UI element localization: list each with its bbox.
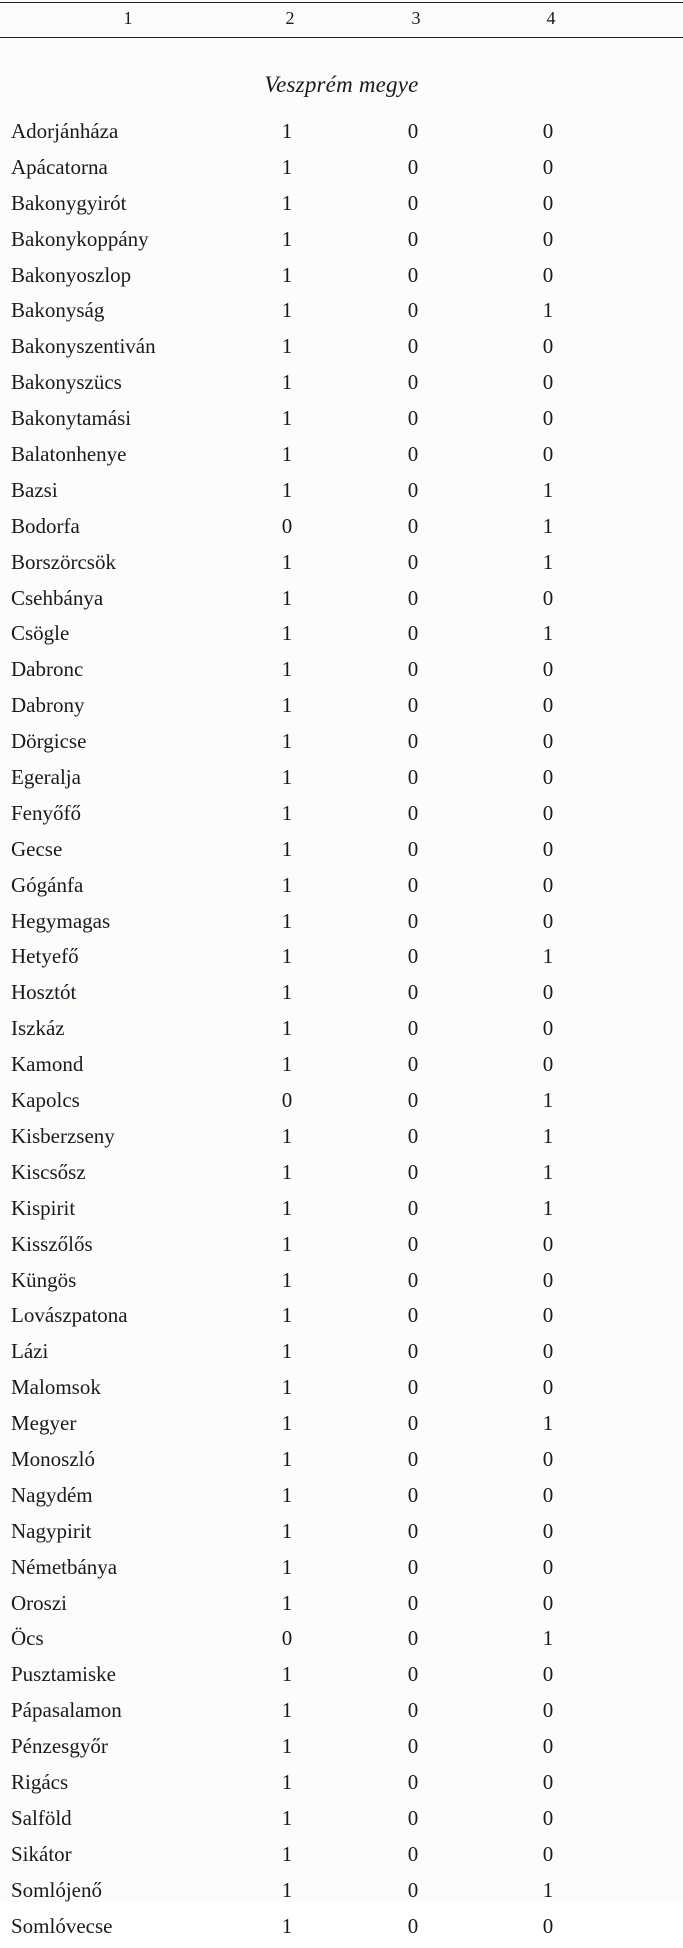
table-row — [0, 1697, 683, 1733]
value-col-3: 0 — [407, 1877, 419, 1902]
value-col-3: 0 — [407, 406, 419, 431]
value-col-4: 0 — [542, 1482, 554, 1507]
county-heading: Veszprém megye — [264, 72, 419, 97]
place-name: Oroszi — [11, 1590, 67, 1615]
place-name: Apácatorna — [11, 154, 108, 179]
place-name: Megyer — [11, 1411, 77, 1436]
place-name: Somlójenő — [11, 1877, 103, 1902]
table-row — [0, 728, 683, 764]
value-col-4: 0 — [542, 1734, 554, 1759]
value-col-2: 1 — [281, 226, 293, 251]
value-col-3: 0 — [407, 1734, 419, 1759]
value-col-2: 1 — [281, 154, 293, 179]
table-row — [0, 1841, 683, 1877]
table-row — [0, 656, 683, 692]
value-col-4: 0 — [542, 1339, 554, 1364]
table-row — [0, 1410, 683, 1446]
value-col-4: 0 — [542, 226, 554, 251]
value-col-3: 0 — [407, 442, 419, 467]
place-name: Németbánya — [11, 1554, 118, 1579]
table-row — [0, 1482, 683, 1518]
value-col-4: 0 — [542, 1303, 554, 1328]
table-row — [0, 405, 683, 441]
value-col-2: 1 — [281, 1052, 293, 1077]
table-row — [0, 800, 683, 836]
value-col-4: 0 — [542, 1698, 554, 1723]
value-col-2: 1 — [281, 1339, 293, 1364]
value-col-2: 1 — [281, 1913, 293, 1938]
value-col-2: 1 — [281, 729, 293, 754]
place-name: Bodorfa — [11, 513, 80, 538]
value-col-3: 0 — [407, 334, 419, 359]
value-col-3: 0 — [407, 621, 419, 646]
table-row — [0, 441, 683, 477]
table-row — [0, 1733, 683, 1769]
value-col-3: 0 — [407, 154, 419, 179]
place-name: Hegymagas — [11, 908, 111, 933]
table-row — [0, 262, 683, 298]
value-col-2: 1 — [281, 477, 293, 502]
value-col-2: 1 — [281, 1016, 293, 1041]
table-row — [0, 369, 683, 405]
value-col-4: 0 — [542, 119, 554, 143]
value-col-2: 1 — [281, 406, 293, 431]
value-col-3: 0 — [407, 765, 419, 790]
value-col-3: 0 — [407, 1805, 419, 1830]
value-col-4: 0 — [542, 154, 554, 179]
value-col-3: 0 — [407, 1518, 419, 1543]
table-row — [0, 1338, 683, 1374]
value-col-4: 0 — [542, 1805, 554, 1830]
value-col-2: 1 — [281, 1195, 293, 1220]
value-col-2: 1 — [281, 1518, 293, 1543]
value-col-2: 1 — [281, 872, 293, 897]
value-col-3: 0 — [407, 1411, 419, 1436]
place-name: Hosztót — [11, 980, 77, 1005]
table-row — [0, 1625, 683, 1661]
value-col-2: 1 — [281, 262, 293, 287]
value-col-2: 1 — [281, 1231, 293, 1256]
place-name: Lovászpatona — [11, 1303, 128, 1328]
place-name: Bakonykoppány — [11, 226, 149, 251]
value-col-3: 0 — [407, 836, 419, 861]
value-col-3: 0 — [407, 729, 419, 754]
place-name: Lázi — [11, 1339, 49, 1364]
value-col-4: 0 — [542, 729, 554, 754]
value-col-2: 1 — [281, 980, 293, 1005]
value-col-3: 0 — [407, 513, 419, 538]
value-col-4: 1 — [542, 621, 554, 646]
value-col-2: 1 — [281, 190, 293, 215]
value-col-3: 0 — [407, 549, 419, 574]
value-col-4: 0 — [542, 334, 554, 359]
value-col-4: 0 — [542, 370, 554, 395]
place-name: Pénzesgyőr — [11, 1734, 108, 1759]
value-col-2: 1 — [281, 1267, 293, 1292]
table-row — [0, 477, 683, 513]
value-col-4: 0 — [542, 1518, 554, 1543]
place-name: Bakonyoszlop — [11, 262, 132, 287]
place-name: Sikátor — [11, 1841, 72, 1866]
place-name: Egeralja — [11, 765, 81, 790]
table-row — [0, 1805, 683, 1841]
value-col-3: 0 — [407, 1375, 419, 1400]
table-row — [0, 1374, 683, 1410]
value-col-3: 0 — [407, 1231, 419, 1256]
column-header-3: 3 — [411, 8, 421, 28]
value-col-3: 0 — [407, 1554, 419, 1579]
value-col-3: 0 — [407, 872, 419, 897]
value-col-3: 0 — [407, 370, 419, 395]
table-row — [0, 1769, 683, 1805]
value-col-3: 0 — [407, 1841, 419, 1866]
table-row — [0, 1590, 683, 1626]
value-col-2: 1 — [281, 908, 293, 933]
value-col-3: 0 — [407, 1590, 419, 1615]
value-col-3: 0 — [407, 585, 419, 610]
value-col-4: 0 — [542, 1231, 554, 1256]
value-col-2: 1 — [281, 1734, 293, 1759]
value-col-2: 1 — [281, 1805, 293, 1830]
value-col-3: 0 — [407, 1016, 419, 1041]
table-row — [0, 549, 683, 585]
table-row — [0, 979, 683, 1015]
place-name: Öcs — [11, 1626, 44, 1651]
table-row — [0, 190, 683, 226]
value-col-3: 0 — [407, 908, 419, 933]
place-name: Csögle — [11, 621, 70, 646]
place-name: Dabronc — [11, 657, 84, 682]
value-col-4: 1 — [542, 944, 554, 969]
place-name: Kisberzseny — [11, 1123, 115, 1148]
value-col-3: 0 — [407, 693, 419, 718]
value-col-4: 0 — [542, 1446, 554, 1471]
place-name: Malomsok — [11, 1375, 101, 1400]
top-rule — [0, 2, 683, 3]
value-col-3: 0 — [407, 1123, 419, 1148]
value-col-2: 1 — [281, 1698, 293, 1723]
value-col-2: 1 — [281, 800, 293, 825]
value-col-3: 0 — [407, 1088, 419, 1113]
table-row — [0, 1123, 683, 1159]
value-col-4: 0 — [542, 262, 554, 287]
column-header-4: 4 — [546, 8, 556, 28]
value-col-4: 0 — [542, 1267, 554, 1292]
value-col-3: 0 — [407, 1446, 419, 1471]
header-rule — [0, 37, 683, 38]
place-name: Nagypirit — [11, 1518, 92, 1543]
value-col-4: 1 — [542, 298, 554, 323]
value-col-2: 1 — [281, 585, 293, 610]
value-col-3: 0 — [407, 944, 419, 969]
place-name: Iszkáz — [11, 1016, 65, 1041]
place-name: Kiscsősz — [11, 1159, 86, 1184]
place-name: Pápasalamon — [11, 1698, 122, 1723]
value-col-4: 1 — [542, 1123, 554, 1148]
table-row — [0, 513, 683, 549]
value-col-3: 0 — [407, 1339, 419, 1364]
value-col-2: 1 — [281, 621, 293, 646]
value-col-2: 1 — [281, 1375, 293, 1400]
place-name: Bakonytamási — [11, 406, 132, 431]
place-name: Salföld — [11, 1805, 72, 1830]
value-col-4: 1 — [542, 477, 554, 502]
table-row — [0, 872, 683, 908]
value-col-4: 0 — [542, 1052, 554, 1077]
table-row — [0, 692, 683, 728]
place-name: Somlóvecse — [11, 1913, 113, 1938]
table-row — [0, 620, 683, 656]
table-row — [0, 333, 683, 369]
table-row — [0, 1159, 683, 1195]
table-row — [0, 1302, 683, 1338]
value-col-4: 1 — [542, 1088, 554, 1113]
value-col-4: 0 — [542, 836, 554, 861]
value-col-4: 0 — [542, 1662, 554, 1687]
value-col-3: 0 — [407, 657, 419, 682]
value-col-4: 0 — [542, 1375, 554, 1400]
value-col-3: 0 — [407, 800, 419, 825]
data-table — [0, 118, 683, 1948]
value-col-4: 0 — [542, 190, 554, 215]
value-col-2: 1 — [281, 1159, 293, 1184]
table-row — [0, 836, 683, 872]
column-header-1: 1 — [123, 8, 133, 28]
place-name: Rigács — [11, 1769, 69, 1794]
place-name: Bakonyság — [11, 298, 105, 323]
value-col-4: 0 — [542, 1590, 554, 1615]
place-name: Balatonhenye — [11, 442, 127, 467]
table-row — [0, 1661, 683, 1697]
place-name: Gecse — [11, 836, 63, 861]
table-row — [0, 1877, 683, 1913]
table-row — [0, 297, 683, 333]
value-col-4: 0 — [542, 657, 554, 682]
value-col-3: 0 — [407, 262, 419, 287]
value-col-2: 1 — [281, 1841, 293, 1866]
table-row — [0, 1015, 683, 1051]
table-row — [0, 118, 683, 154]
table-row — [0, 1087, 683, 1123]
value-col-3: 0 — [407, 1303, 419, 1328]
place-name: Borszörcsök — [11, 549, 116, 574]
value-col-3: 0 — [407, 1195, 419, 1220]
value-col-2: 1 — [281, 1769, 293, 1794]
table-row — [0, 585, 683, 621]
place-name: Dabrony — [11, 693, 85, 718]
value-col-2: 1 — [281, 1123, 293, 1148]
value-col-3: 0 — [407, 226, 419, 251]
value-col-2: 0 — [281, 513, 293, 538]
value-col-2: 1 — [281, 1411, 293, 1436]
value-col-2: 1 — [281, 442, 293, 467]
place-name: Kamond — [11, 1052, 84, 1077]
value-col-2: 1 — [281, 1482, 293, 1507]
value-col-2: 1 — [281, 657, 293, 682]
value-col-2: 1 — [281, 1554, 293, 1579]
value-col-2: 1 — [281, 1446, 293, 1471]
value-col-4: 0 — [542, 908, 554, 933]
table-row — [0, 1446, 683, 1482]
table-row — [0, 1267, 683, 1303]
value-col-3: 0 — [407, 1267, 419, 1292]
value-col-4: 0 — [542, 406, 554, 431]
table-row — [0, 1195, 683, 1231]
place-name: Küngös — [11, 1267, 77, 1292]
value-col-2: 1 — [281, 1590, 293, 1615]
column-header-2: 2 — [285, 8, 295, 28]
place-name: Pusztamiske — [11, 1662, 116, 1687]
place-name: Bakonygyirót — [11, 190, 127, 215]
value-col-4: 0 — [542, 1913, 554, 1938]
value-col-2: 0 — [281, 1626, 293, 1651]
value-col-4: 1 — [542, 1195, 554, 1220]
value-col-4: 0 — [542, 1016, 554, 1041]
value-col-2: 1 — [281, 119, 293, 143]
place-name: Bazsi — [11, 477, 58, 502]
table-row — [0, 1518, 683, 1554]
value-col-4: 0 — [542, 585, 554, 610]
place-name: Kispirit — [11, 1195, 76, 1220]
value-col-3: 0 — [407, 1052, 419, 1077]
value-col-2: 1 — [281, 1877, 293, 1902]
value-col-4: 0 — [542, 765, 554, 790]
value-col-2: 1 — [281, 549, 293, 574]
place-name: Kapolcs — [11, 1088, 80, 1113]
value-col-4: 0 — [542, 800, 554, 825]
value-col-3: 0 — [407, 1698, 419, 1723]
value-col-4: 0 — [542, 442, 554, 467]
table-row — [0, 908, 683, 944]
place-name: Kisszőlős — [11, 1231, 93, 1256]
table-row — [0, 226, 683, 262]
value-col-2: 1 — [281, 334, 293, 359]
table-row — [0, 1231, 683, 1267]
value-col-2: 0 — [281, 1088, 293, 1113]
value-col-2: 1 — [281, 1662, 293, 1687]
value-col-4: 0 — [542, 872, 554, 897]
value-col-3: 0 — [407, 298, 419, 323]
value-col-2: 1 — [281, 765, 293, 790]
value-col-2: 1 — [281, 836, 293, 861]
table-row — [0, 1554, 683, 1590]
value-col-2: 1 — [281, 1303, 293, 1328]
value-col-4: 1 — [542, 549, 554, 574]
value-col-4: 1 — [542, 1877, 554, 1902]
value-col-4: 0 — [542, 980, 554, 1005]
value-col-4: 1 — [542, 1411, 554, 1436]
value-col-4: 1 — [542, 513, 554, 538]
value-col-3: 0 — [407, 1626, 419, 1651]
table-row — [0, 154, 683, 190]
value-col-2: 1 — [281, 370, 293, 395]
value-col-3: 0 — [407, 1482, 419, 1507]
value-col-2: 1 — [281, 298, 293, 323]
value-col-4: 1 — [542, 1626, 554, 1651]
value-col-2: 1 — [281, 944, 293, 969]
value-col-3: 0 — [407, 1769, 419, 1794]
place-name: Monoszló — [11, 1446, 95, 1471]
place-name: Gógánfa — [11, 872, 84, 897]
value-col-3: 0 — [407, 119, 419, 143]
place-name: Hetyefő — [11, 944, 79, 969]
value-col-4: 1 — [542, 1159, 554, 1184]
value-col-3: 0 — [407, 980, 419, 1005]
value-col-4: 0 — [542, 1841, 554, 1866]
table-row — [0, 943, 683, 979]
value-col-3: 0 — [407, 190, 419, 215]
value-col-3: 0 — [407, 477, 419, 502]
value-col-4: 0 — [542, 1769, 554, 1794]
table-row — [0, 1913, 683, 1948]
value-col-2: 1 — [281, 693, 293, 718]
table-row — [0, 1051, 683, 1087]
value-col-3: 0 — [407, 1159, 419, 1184]
place-name: Nagydém — [11, 1482, 93, 1507]
place-name: Adorjánháza — [11, 119, 119, 143]
place-name: Fenyőfő — [11, 800, 81, 825]
value-col-3: 0 — [407, 1913, 419, 1938]
place-name: Dörgicse — [11, 729, 87, 754]
place-name: Csehbánya — [11, 585, 104, 610]
place-name: Bakonyszücs — [11, 370, 122, 395]
value-col-4: 0 — [542, 693, 554, 718]
place-name: Bakonyszentiván — [11, 334, 156, 359]
value-col-4: 0 — [542, 1554, 554, 1579]
value-col-3: 0 — [407, 1662, 419, 1687]
table-row — [0, 764, 683, 800]
